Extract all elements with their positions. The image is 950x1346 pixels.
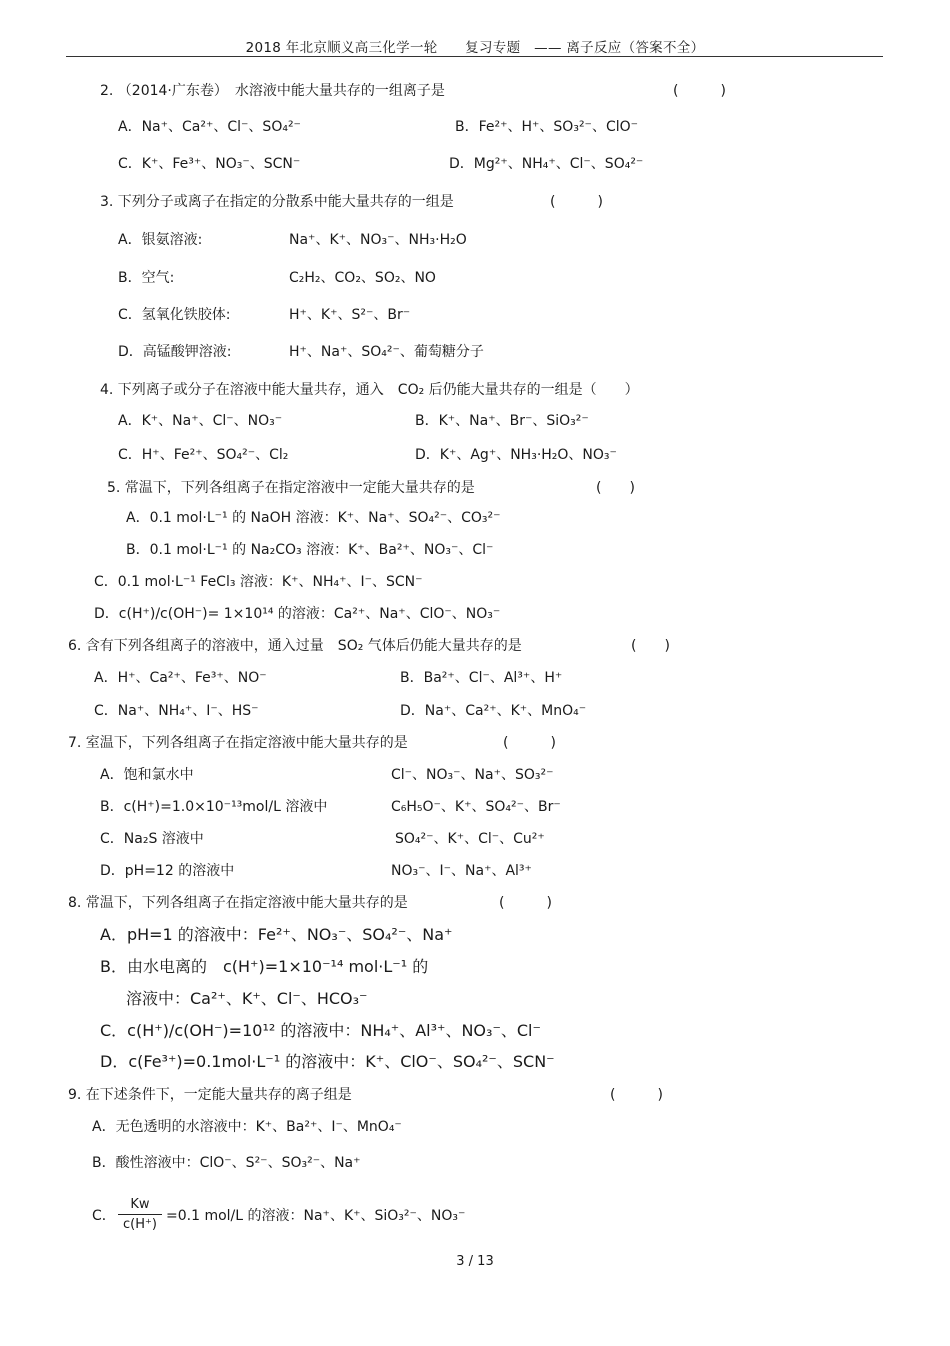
question-3-option-a-label: A．银氨溶液: [118,232,203,248]
page-number: 3 / 13 [456,1254,494,1269]
question-3-stem: 3. 下列分子或离子在指定的分散系中能大量共存的一组是 [100,194,454,210]
question-5-stem: 5. 常温下，下列各组离子在指定溶液中一定能大量共存的是 [107,480,475,496]
question-9-option-c-fraction [118,1196,162,1233]
question-3-option-c-ions: H⁺、K⁺、S²⁻、Br⁻ [289,307,411,323]
question-9-option-a: A．无色透明的水溶液中：K⁺、Ba²⁺、I⁻、MnO₄⁻ [92,1119,402,1135]
question-5-option-a: A．0.1 mol·L⁻¹ 的 NaOH 溶液：K⁺、Na⁺、SO₄²⁻、CO₃²⁻ [126,510,501,526]
question-9-option-c-ions: =0.1 mol/L 的溶液：Na⁺、K⁺、SiO₃²⁻、NO₃⁻ [166,1208,466,1224]
question-6-stem: 6. 含有下列各组离子的溶液中，通入过量 SO₂ 气体后仍能大量共存的是 [68,638,522,654]
question-8-option-b-line-1: B．由水电离的 c(H⁺)=1×10⁻¹⁴ mol·L⁻¹ 的 [100,957,429,976]
question-6-option-b: B．Ba²⁺、Cl⁻、Al³⁺、H⁺ [400,670,563,686]
question-6-option-c: C．Na⁺、NH₄⁺、I⁻、HS⁻ [94,703,259,719]
question-8-option-c: C．c(H⁺)/c(OH⁻)=10¹² 的溶液中：NH₄⁺、Al³⁺、NO₃⁻、Cl⁻ [100,1021,541,1040]
question-9-stem: 9. 在下述条件下，一定能大量共存的离子组是 [68,1087,352,1103]
question-2-option-a: A．Na⁺、Ca²⁺、Cl⁻、SO₄²⁻ [118,119,301,135]
question-4-option-c: C．H⁺、Fe²⁺、SO₄²⁻、Cl₂ [118,447,289,463]
question-4-option-d: D．K⁺、Ag⁺、NH₃·H₂O、NO₃⁻ [415,447,617,463]
question-5-option-d: D．c(H⁺)/c(OH⁻)= 1×10¹⁴ 的溶液：Ca²⁺、Na⁺、ClO⁻、NO₃⁻ [94,606,501,622]
question-2-option-c: C．K⁺、Fe³⁺、NO₃⁻、SCN⁻ [118,156,301,172]
question-5-option-c: C．0.1 mol·L⁻¹ FeCl₃ 溶液：K⁺、NH₄⁺、I⁻、SCN⁻ [94,574,423,590]
page-header-title: 2018 年北京顺义高三化学一轮 复习专题 —— 离子反应（答案不全） [245,40,705,56]
fraction-numerator: Kw [118,1196,162,1215]
question-3-option-d-label: D．高锰酸钾溶液: [118,344,232,360]
question-7-stem: 7. 室温下，下列各组离子在指定溶液中能大量共存的是 [68,735,408,751]
question-7-option-d-label: D．pH=12 的溶液中 [100,863,235,879]
question-7-answer-blank: ( ) [503,735,556,751]
question-8-option-a: A．pH=1 的溶液中：Fe²⁺、NO₃⁻、SO₄²⁻、Na⁺ [100,925,453,944]
header-divider [66,56,883,57]
question-7-option-d-ions: NO₃⁻、I⁻、Na⁺、Al³⁺ [391,863,532,879]
question-6-option-d: D．Na⁺、Ca²⁺、K⁺、MnO₄⁻ [400,703,587,719]
question-6-answer-blank: ( ) [631,638,670,654]
question-4-option-b: B．K⁺、Na⁺、Br⁻、SiO₃²⁻ [415,413,589,429]
question-8-option-d: D．c(Fe³⁺)=0.1mol·L⁻¹ 的溶液中：K⁺、ClO⁻、SO₄²⁻、SCN⁻ [100,1052,555,1071]
question-9-option-b: B．酸性溶液中：ClO⁻、S²⁻、SO₃²⁻、Na⁺ [92,1155,361,1171]
question-3-option-d-ions: H⁺、Na⁺、SO₄²⁻、葡萄糖分子 [289,344,484,360]
question-5-option-b: B．0.1 mol·L⁻¹ 的 Na₂CO₃ 溶液：K⁺、Ba²⁺、NO₃⁻、Cl⁻ [126,542,494,558]
question-7-option-c-ions: SO₄²⁻、K⁺、Cl⁻、Cu²⁺ [395,831,545,847]
question-7-option-b-label: B．c(H⁺)=1.0×10⁻¹³mol/L 溶液中 [100,799,328,815]
question-9-option-c-label: C． [92,1208,116,1224]
question-4-option-a: A．K⁺、Na⁺、Cl⁻、NO₃⁻ [118,413,283,429]
fraction-denominator: c(H⁺) [123,1217,157,1232]
question-2-option-b: B．Fe²⁺、H⁺、SO₃²⁻、ClO⁻ [455,119,639,135]
question-8-answer-blank: ( ) [499,895,552,911]
question-2-option-d: D．Mg²⁺、NH₄⁺、Cl⁻、SO₄²⁻ [449,156,644,172]
question-2-answer-blank: ( ) [673,83,726,99]
question-7-option-a-label: A．饱和氯水中 [100,767,194,783]
question-2-stem: 2. （2014·广东卷） 水溶液中能大量共存的一组离子是 [100,83,445,99]
question-9-answer-blank: ( ) [610,1087,663,1103]
question-8-stem: 8. 常温下，下列各组离子在指定溶液中能大量共存的是 [68,895,408,911]
question-7-option-c-label: C．Na₂S 溶液中 [100,831,204,847]
question-3-option-b-label: B．空气: [118,270,175,286]
question-4-stem: 4. 下列离子或分子在溶液中能大量共存，通入 CO₂ 后仍能大量共存的一组是（ ） [100,382,639,398]
question-6-option-a: A．H⁺、Ca²⁺、Fe³⁺、NO⁻ [94,670,267,686]
question-3-option-b-ions: C₂H₂、CO₂、SO₂、NO [289,270,436,286]
question-3-option-c-label: C．氢氧化铁胶体: [118,307,231,323]
question-3-option-a-ions: Na⁺、K⁺、NO₃⁻、NH₃·H₂O [289,232,467,248]
question-7-option-b-ions: C₆H₅O⁻、K⁺、SO₄²⁻、Br⁻ [391,799,561,815]
question-8-option-b-line-2: 溶液中：Ca²⁺、K⁺、Cl⁻、HCO₃⁻ [126,989,368,1008]
question-3-answer-blank: ( ) [550,194,603,210]
question-7-option-a-ions: Cl⁻、NO₃⁻、Na⁺、SO₃²⁻ [391,767,554,783]
question-5-answer-blank: ( ) [596,480,635,496]
